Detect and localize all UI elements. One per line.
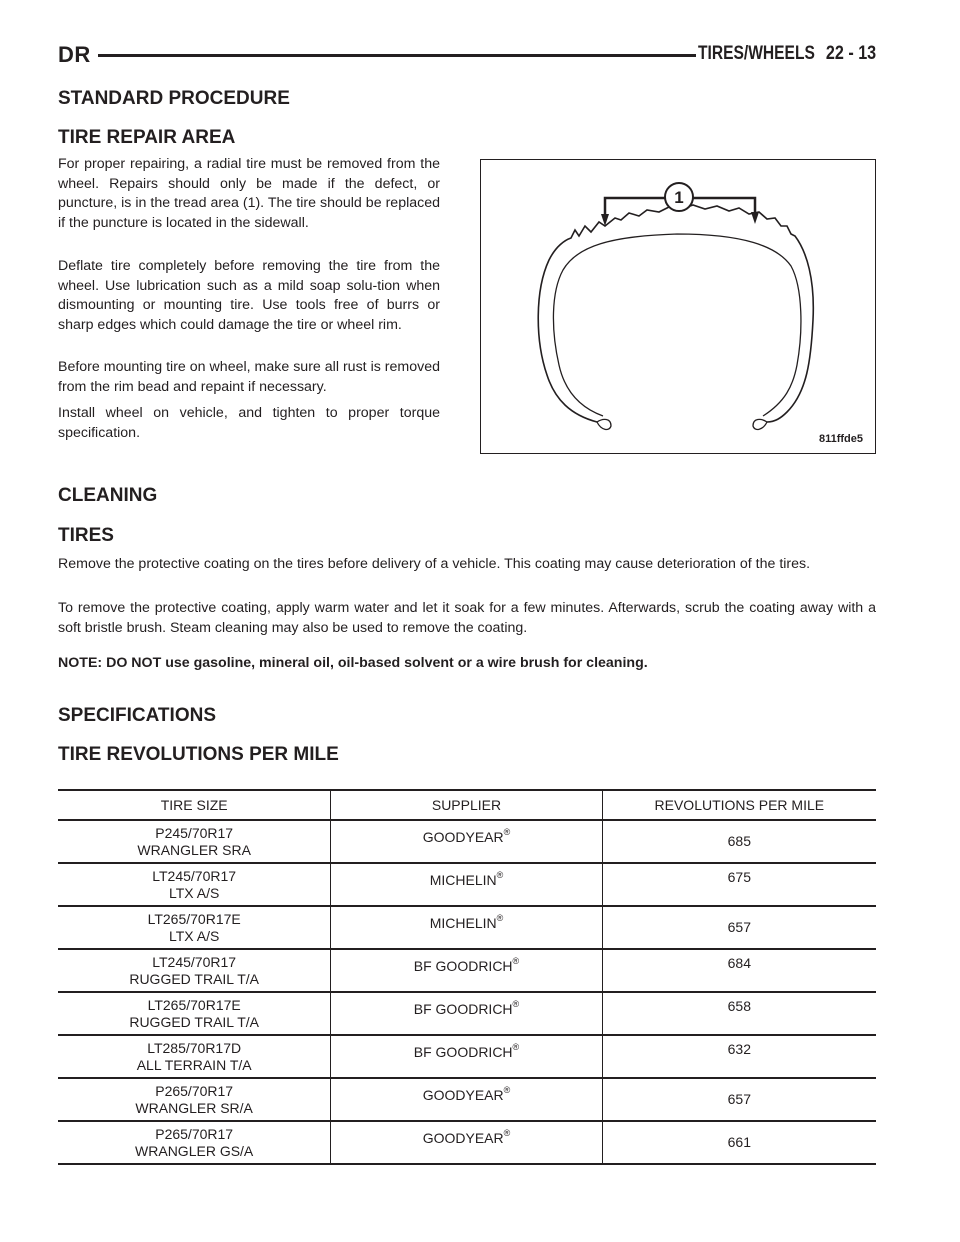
tread-area-right-arrowhead — [751, 212, 759, 224]
tire-size-line-2: WRANGLER SR/A — [135, 1099, 253, 1116]
tires-paragraph-2: To remove the protective coating, apply warm water and let it soak for a few minutes. Afterwards, scrub the coating away with a soft bristle brush. Steam cleaning may also be used to remove the coating. — [58, 600, 876, 636]
supplier-cell — [331, 820, 602, 863]
tire-size-line-2: LTX A/S — [169, 927, 220, 944]
tire-size-line-1: LT245/70R17 — [152, 867, 237, 884]
registered-mark: ® — [512, 1041, 520, 1052]
column-header-supplier: SUPPLIER — [331, 790, 602, 820]
supplier-cell — [331, 949, 602, 992]
tire-size-line-1: LT245/70R17 — [152, 953, 237, 970]
heading-tire-revolutions: TIRE REVOLUTIONS PER MILE — [58, 744, 339, 765]
tire-size-line-1: LT265/70R17E — [147, 910, 241, 927]
tire-size-line-1: LT285/70R17D — [147, 1039, 242, 1056]
tire-size-cell — [58, 1078, 331, 1121]
header-page-number: 22 - 13 — [825, 43, 876, 64]
tire-right-bead — [753, 419, 767, 429]
revolutions-cell — [602, 992, 876, 1035]
header-rule — [98, 54, 696, 57]
table-header-row — [58, 790, 876, 820]
tire-size-cell — [58, 1035, 331, 1078]
repair-paragraph-1: For proper repairing, a radial tire must be removed from the wheel. Repairs should only be made if the defect, or puncture, is in the tread area (1). The tire should be replaced if the puncture is located in the sidewall. — [58, 156, 440, 231]
revolutions-value: 661 — [727, 1134, 751, 1150]
tire-size-line-2: WRANGLER GS/A — [135, 1142, 254, 1159]
tire-size-line-1: P265/70R17 — [155, 1125, 234, 1142]
revolutions-value: 675 — [727, 869, 751, 885]
heading-tire-repair-area: TIRE REPAIR AREA — [58, 127, 236, 148]
revolutions-cell — [602, 820, 876, 863]
revolutions-cell — [602, 1078, 876, 1121]
tire-cross-section-illustration — [481, 160, 875, 453]
supplier-name: BF GOODRICH — [413, 957, 513, 974]
tire-size-cell — [58, 992, 331, 1035]
registered-mark: ® — [512, 955, 520, 966]
tire-size-line-1: P265/70R17 — [155, 1082, 234, 1099]
tire-inner-liner — [553, 234, 801, 416]
heading-specifications: SPECIFICATIONS — [58, 705, 216, 726]
supplier-name: BF GOODRICH — [413, 1043, 513, 1060]
supplier-cell — [331, 906, 602, 949]
tire-size-line-2: RUGGED TRAIL T/A — [129, 1013, 259, 1030]
tire-left-bead — [597, 419, 611, 429]
registered-mark: ® — [503, 1084, 511, 1095]
tire-size-cell — [58, 906, 331, 949]
repair-paragraph-3: Before mounting tire on wheel, make sure all rust is removed from the rim bead and repaint if necessary. — [58, 359, 440, 395]
tires-paragraph-1: Remove the protective coating on the tires before delivery of a vehicle. This coating may cause deterioration of the tires. — [58, 556, 811, 572]
revolutions-value: 684 — [727, 955, 751, 971]
figure-id-label: 811ffde5 — [818, 433, 863, 445]
table-row — [58, 906, 876, 949]
callout-number: 1 — [674, 188, 684, 207]
registered-mark: ® — [496, 912, 504, 923]
table-row — [58, 1035, 876, 1078]
tire-size-line-2: WRANGLER SRA — [137, 841, 251, 858]
heading-cleaning: CLEANING — [58, 485, 158, 506]
table-row — [58, 863, 876, 906]
tire-cross-section-figure — [480, 159, 876, 454]
supplier-name: GOODYEAR — [422, 1086, 504, 1103]
tire-revolutions-table — [58, 789, 876, 1165]
supplier-cell — [331, 1078, 602, 1121]
header-section-title: TIRES/WHEELS — [698, 43, 815, 64]
tire-size-cell — [58, 1121, 331, 1164]
repair-paragraph-4: Install wheel on vehicle, and tighten to proper torque specification. — [58, 405, 440, 441]
table-row — [58, 992, 876, 1035]
revolutions-value: 657 — [727, 919, 751, 935]
supplier-cell — [331, 1121, 602, 1164]
tire-size-line-1: P245/70R17 — [155, 824, 234, 841]
tire-size-line-2: ALL TERRAIN T/A — [136, 1056, 252, 1073]
supplier-name: GOODYEAR — [422, 1129, 504, 1146]
supplier-name: MICHELIN — [429, 871, 497, 888]
revolutions-cell — [602, 906, 876, 949]
revolutions-value: 657 — [727, 1091, 751, 1107]
tire-size-cell — [58, 949, 331, 992]
table-row — [58, 949, 876, 992]
revolutions-cell — [602, 1035, 876, 1078]
heading-standard-procedure: STANDARD PROCEDURE — [58, 88, 290, 109]
page-header — [58, 42, 876, 72]
supplier-cell — [331, 992, 602, 1035]
supplier-name: MICHELIN — [429, 914, 497, 931]
registered-mark: ® — [512, 998, 520, 1009]
revolutions-cell — [602, 1121, 876, 1164]
tire-size-line-1: LT265/70R17E — [147, 996, 241, 1013]
supplier-name: GOODYEAR — [422, 828, 504, 845]
registered-mark: ® — [503, 826, 511, 837]
column-header-tire-size: TIRE SIZE — [58, 790, 331, 820]
tire-size-line-2: LTX A/S — [169, 884, 220, 901]
registered-mark: ® — [503, 1127, 511, 1138]
revolutions-value: 632 — [727, 1041, 751, 1057]
heading-tires: TIRES — [58, 525, 114, 546]
table-row — [58, 1121, 876, 1164]
tire-outer-profile — [538, 205, 813, 422]
registered-mark: ® — [496, 869, 504, 880]
supplier-cell — [331, 863, 602, 906]
revolutions-cell — [602, 949, 876, 992]
revolutions-value: 658 — [727, 998, 751, 1014]
revolutions-cell — [602, 863, 876, 906]
tire-size-cell — [58, 820, 331, 863]
repair-paragraph-2: Deflate tire completely before removing the tire from the wheel. Use lubrication such as a mild soap solu-tion when dismounting or mounting tire. Use tools free of burrs or sharp edges which could damage the tire or wheel rim. — [58, 258, 440, 333]
table-row — [58, 1078, 876, 1121]
column-header-revolutions: REVOLUTIONS PER MILE — [602, 790, 876, 820]
tire-size-line-2: RUGGED TRAIL T/A — [129, 970, 259, 987]
revolutions-value: 685 — [727, 833, 751, 849]
tire-size-cell — [58, 863, 331, 906]
supplier-name: BF GOODRICH — [413, 1000, 513, 1017]
cleaning-note: NOTE: DO NOT use gasoline, mineral oil, oil-based solvent or a wire brush for cleaning. — [58, 655, 648, 671]
supplier-cell — [331, 1035, 602, 1078]
table-row — [58, 820, 876, 863]
header-model-code: DR — [58, 42, 91, 67]
